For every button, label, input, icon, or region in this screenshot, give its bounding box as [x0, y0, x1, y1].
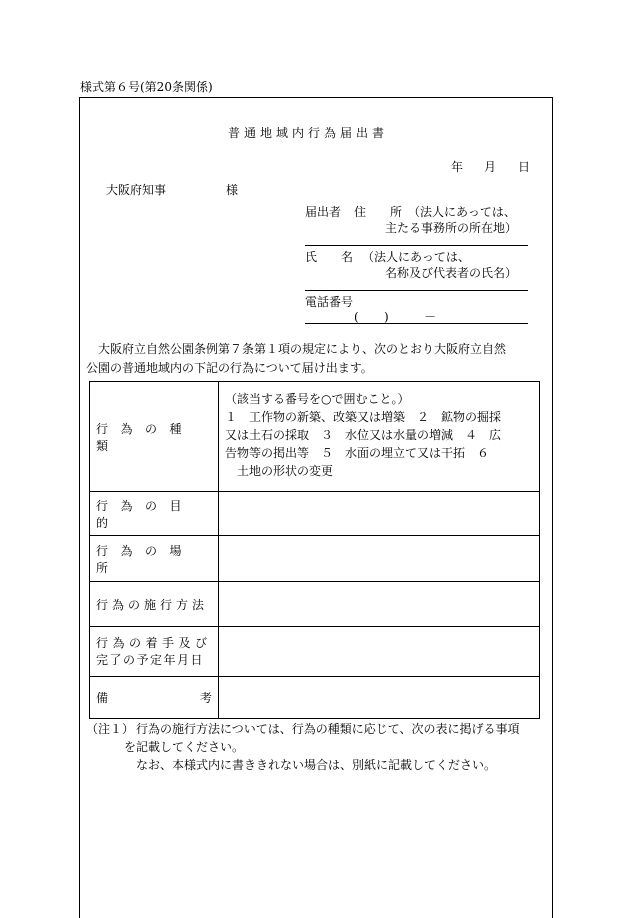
- intro-paragraph: [86, 340, 546, 378]
- table-row: [90, 627, 540, 677]
- address-underline: [305, 245, 528, 246]
- type-option-line-2: 又は土石の採取 ３ 水位又は水量の増減 ４ 広: [225, 428, 502, 442]
- address-note-1: （法人にあっては、: [408, 205, 516, 219]
- remarks-label-1: 備: [96, 691, 109, 705]
- address-note-2: 主たる事務所の所在地）: [385, 221, 518, 235]
- remarks-label: [96, 689, 212, 706]
- table-row: [90, 492, 540, 536]
- purpose-label: 行為の目的: [96, 498, 195, 530]
- intro-line-1: 大阪府立自然公園条例第７条第１項の規定により、次のとおり大阪府立自然: [98, 342, 507, 356]
- table-row: [90, 382, 540, 492]
- place-label-cell: [90, 536, 219, 582]
- form-number: 様式第６号(第20条関係): [80, 80, 213, 94]
- name-note-2: 名称及び代表者の氏名）: [385, 266, 518, 280]
- method-input-cell[interactable]: [219, 582, 540, 627]
- place-input-cell[interactable]: [219, 536, 540, 582]
- type-option-line-1: １ 工作物の新築、改築又は増築 ２ 鉱物の掘採: [225, 410, 502, 424]
- intro-line-2: 公園の普通地域内の下記の行為について届け出ます。: [86, 361, 373, 375]
- note-line-3: なお、本様式内に書ききれない場合は、別紙に記載してください。: [136, 758, 497, 772]
- addressee-name: 大阪府知事: [106, 183, 167, 197]
- addressee-honorific: 様: [226, 183, 239, 197]
- remarks-label-2: 考: [199, 691, 212, 705]
- name-label: 氏 名: [305, 250, 354, 264]
- place-label: 行為の場所: [96, 543, 195, 575]
- schedule-label-2: 完了の予定年月日: [96, 652, 205, 667]
- phone-underline: [305, 323, 528, 324]
- type-label: [96, 420, 212, 454]
- notification-table: [89, 381, 540, 719]
- table-row: [90, 536, 540, 582]
- note-label: （注１）: [86, 722, 135, 736]
- form-title: 普通地域内行為届出書: [228, 126, 389, 140]
- remarks-label-cell: [90, 677, 219, 719]
- schedule-input-cell[interactable]: [219, 627, 540, 677]
- note-line-2: を記載してください。: [124, 740, 245, 754]
- date-day-label: 日: [518, 160, 531, 174]
- purpose-label-cell: [90, 492, 219, 536]
- table-row: [90, 677, 540, 719]
- type-label-text: 行為の種類: [96, 421, 195, 453]
- method-label: 行為の施行方法: [96, 597, 209, 612]
- table-row: [90, 582, 540, 627]
- type-options-cell[interactable]: [219, 382, 540, 492]
- phone-dash: －: [424, 310, 437, 324]
- date-year-label: 年: [451, 160, 464, 174]
- phone-paren-open: (: [354, 310, 359, 324]
- method-label-cell: [90, 582, 219, 627]
- notifier-label: 届出者: [305, 205, 342, 219]
- purpose-input-cell[interactable]: [219, 492, 540, 536]
- phone-paren-close: ): [384, 310, 389, 324]
- type-option-line-4: 土地の形状の変更: [237, 464, 334, 478]
- address-label: 住 所: [354, 205, 403, 219]
- name-note-1: （法人にあっては、: [362, 250, 470, 264]
- note-line-1: 行為の施行方法については、行為の種類に応じて、次の表に掲げる事項: [136, 722, 520, 736]
- type-label-cell: [90, 382, 219, 492]
- schedule-label-1: 行為の着手及び: [96, 635, 212, 650]
- remarks-input-cell[interactable]: [219, 677, 540, 719]
- date-month-label: 月: [484, 160, 497, 174]
- type-option-line-3: 告物等の掲出等 ５ 水面の埋立て又は干拓 ６: [225, 446, 490, 460]
- phone-label: 電話番号: [305, 295, 354, 309]
- name-underline: [305, 290, 528, 291]
- type-instruction: （該当する番号を○で囲むこと。）: [225, 392, 410, 406]
- schedule-label-cell: [90, 627, 219, 677]
